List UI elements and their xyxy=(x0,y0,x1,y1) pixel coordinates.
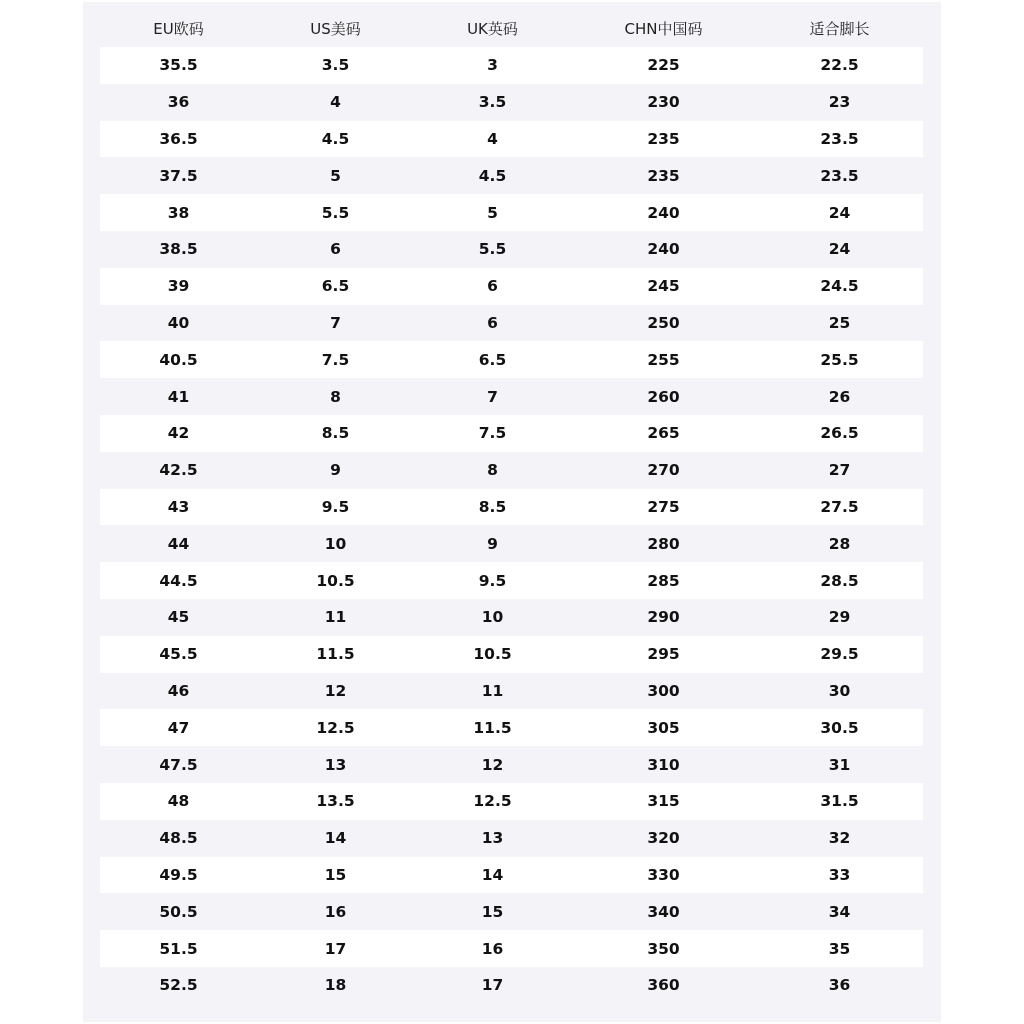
cell-uk: 12 xyxy=(481,755,504,774)
cell-chn: 305 xyxy=(647,718,680,737)
cell-us: 8.5 xyxy=(321,424,350,443)
cell-uk: 10 xyxy=(481,608,504,627)
cell-uk: 8 xyxy=(487,461,498,480)
table-row xyxy=(100,820,923,857)
cell-eu: 38 xyxy=(167,203,190,222)
cell-foot-length: 30 xyxy=(828,681,851,700)
cell-uk: 6 xyxy=(487,313,498,332)
cell-eu: 40 xyxy=(167,313,190,332)
table-row xyxy=(100,268,923,305)
cell-uk: 5.5 xyxy=(478,240,507,259)
cell-uk: 17 xyxy=(481,976,504,995)
cell-uk: 13 xyxy=(481,829,504,848)
cell-us: 5 xyxy=(330,166,341,185)
cell-chn: 235 xyxy=(647,129,680,148)
cell-foot-length: 24.5 xyxy=(820,277,859,296)
cell-eu: 39 xyxy=(167,277,190,296)
cell-foot-length: 34 xyxy=(828,902,851,921)
table-row xyxy=(100,709,923,746)
cell-foot-length: 28.5 xyxy=(820,571,859,590)
table-row xyxy=(100,452,923,489)
cell-eu: 44 xyxy=(167,534,190,553)
cell-foot-length: 29.5 xyxy=(820,645,859,664)
table-row xyxy=(100,562,923,599)
cell-foot-length: 29 xyxy=(828,608,851,627)
table-row xyxy=(100,157,923,194)
cell-eu: 42.5 xyxy=(159,461,198,480)
cell-eu: 43 xyxy=(167,497,190,516)
table-row xyxy=(100,857,923,894)
cell-us: 10.5 xyxy=(316,571,355,590)
cell-chn: 290 xyxy=(647,608,680,627)
cell-chn: 360 xyxy=(647,976,680,995)
cell-foot-length: 32 xyxy=(828,829,851,848)
cell-us: 18 xyxy=(324,976,347,995)
cell-uk: 8.5 xyxy=(478,497,507,516)
cell-chn: 340 xyxy=(647,902,680,921)
cell-chn: 315 xyxy=(647,792,680,811)
cell-uk: 9 xyxy=(487,534,498,553)
cell-us: 4 xyxy=(330,93,341,112)
cell-us: 14 xyxy=(324,829,347,848)
cell-foot-length: 33 xyxy=(828,865,851,884)
table-row xyxy=(100,599,923,636)
cell-chn: 310 xyxy=(647,755,680,774)
cell-uk: 11.5 xyxy=(473,718,512,737)
table-body xyxy=(100,47,923,1004)
cell-us: 7 xyxy=(330,313,341,332)
cell-foot-length: 28 xyxy=(828,534,851,553)
cell-chn: 330 xyxy=(647,865,680,884)
cell-eu: 36.5 xyxy=(159,129,198,148)
table-row xyxy=(100,636,923,673)
table-row xyxy=(100,673,923,710)
cell-eu: 48 xyxy=(167,792,190,811)
cell-chn: 280 xyxy=(647,534,680,553)
cell-uk: 11 xyxy=(481,681,504,700)
cell-uk: 15 xyxy=(481,902,504,921)
cell-foot-length: 23 xyxy=(828,93,851,112)
cell-chn: 300 xyxy=(647,681,680,700)
cell-chn: 260 xyxy=(647,387,680,406)
cell-eu: 48.5 xyxy=(159,829,198,848)
cell-eu: 51.5 xyxy=(159,939,198,958)
cell-us: 15 xyxy=(324,865,347,884)
cell-chn: 270 xyxy=(647,461,680,480)
cell-eu: 44.5 xyxy=(159,571,198,590)
table-row xyxy=(100,930,923,967)
cell-eu: 42 xyxy=(167,424,190,443)
cell-eu: 45 xyxy=(167,608,190,627)
cell-foot-length: 25.5 xyxy=(820,350,859,369)
cell-us: 12.5 xyxy=(316,718,355,737)
cell-eu: 46 xyxy=(167,681,190,700)
cell-us: 9.5 xyxy=(321,497,350,516)
cell-uk: 9.5 xyxy=(478,571,507,590)
cell-us: 16 xyxy=(324,902,347,921)
cell-uk: 5 xyxy=(487,203,498,222)
cell-chn: 285 xyxy=(647,571,680,590)
header-eu: EU欧码 xyxy=(153,20,204,38)
cell-chn: 245 xyxy=(647,277,680,296)
cell-eu: 35.5 xyxy=(159,56,198,75)
cell-uk: 16 xyxy=(481,939,504,958)
cell-us: 3.5 xyxy=(321,56,350,75)
table-row xyxy=(100,194,923,231)
cell-eu: 36 xyxy=(167,93,190,112)
cell-uk: 7 xyxy=(487,387,498,406)
cell-foot-length: 27 xyxy=(828,461,851,480)
cell-foot-length: 23.5 xyxy=(820,129,859,148)
cell-chn: 230 xyxy=(647,93,680,112)
table-row xyxy=(100,783,923,820)
cell-chn: 235 xyxy=(647,166,680,185)
cell-foot-length: 27.5 xyxy=(820,497,859,516)
cell-chn: 265 xyxy=(647,424,680,443)
table-row xyxy=(100,967,923,1004)
cell-us: 13 xyxy=(324,755,347,774)
table-row xyxy=(100,305,923,342)
cell-chn: 250 xyxy=(647,313,680,332)
cell-uk: 14 xyxy=(481,865,504,884)
cell-us: 6.5 xyxy=(321,277,350,296)
table-row xyxy=(100,415,923,452)
cell-chn: 240 xyxy=(647,203,680,222)
header-us: US美码 xyxy=(310,20,361,38)
cell-foot-length: 22.5 xyxy=(820,56,859,75)
cell-uk: 12.5 xyxy=(473,792,512,811)
cell-chn: 275 xyxy=(647,497,680,516)
cell-us: 5.5 xyxy=(321,203,350,222)
cell-uk: 6.5 xyxy=(478,350,507,369)
header-uk: UK英码 xyxy=(467,20,518,38)
cell-us: 7.5 xyxy=(321,350,350,369)
cell-uk: 10.5 xyxy=(473,645,512,664)
cell-uk: 3.5 xyxy=(478,93,507,112)
cell-us: 6 xyxy=(330,240,341,259)
cell-chn: 295 xyxy=(647,645,680,664)
table-row xyxy=(100,121,923,158)
cell-eu: 45.5 xyxy=(159,645,198,664)
cell-uk: 4 xyxy=(487,129,498,148)
cell-eu: 38.5 xyxy=(159,240,198,259)
cell-foot-length: 30.5 xyxy=(820,718,859,737)
cell-eu: 41 xyxy=(167,387,190,406)
cell-chn: 225 xyxy=(647,56,680,75)
table-row xyxy=(100,231,923,268)
table-header-row xyxy=(100,10,923,47)
cell-eu: 37.5 xyxy=(159,166,198,185)
table-row xyxy=(100,84,923,121)
cell-eu: 49.5 xyxy=(159,865,198,884)
cell-uk: 7.5 xyxy=(478,424,507,443)
cell-foot-length: 31 xyxy=(828,755,851,774)
cell-foot-length: 35 xyxy=(828,939,851,958)
cell-foot-length: 23.5 xyxy=(820,166,859,185)
table-row xyxy=(100,378,923,415)
cell-us: 13.5 xyxy=(316,792,355,811)
cell-foot-length: 24 xyxy=(828,203,851,222)
table-row xyxy=(100,525,923,562)
table-row xyxy=(100,341,923,378)
cell-us: 11.5 xyxy=(316,645,355,664)
cell-foot-length: 24 xyxy=(828,240,851,259)
header-foot-length: 适合脚长 xyxy=(809,20,870,38)
cell-chn: 255 xyxy=(647,350,680,369)
cell-eu: 50.5 xyxy=(159,902,198,921)
table-row xyxy=(100,47,923,84)
cell-chn: 350 xyxy=(647,939,680,958)
cell-us: 12 xyxy=(324,681,347,700)
cell-us: 17 xyxy=(324,939,347,958)
cell-uk: 4.5 xyxy=(478,166,507,185)
cell-foot-length: 26.5 xyxy=(820,424,859,443)
cell-us: 9 xyxy=(330,461,341,480)
cell-us: 4.5 xyxy=(321,129,350,148)
cell-uk: 6 xyxy=(487,277,498,296)
size-chart-table xyxy=(100,10,923,1004)
cell-foot-length: 36 xyxy=(828,976,851,995)
cell-foot-length: 31.5 xyxy=(820,792,859,811)
cell-foot-length: 25 xyxy=(828,313,851,332)
cell-eu: 47 xyxy=(167,718,190,737)
cell-us: 8 xyxy=(330,387,341,406)
cell-uk: 3 xyxy=(487,56,498,75)
cell-eu: 47.5 xyxy=(159,755,198,774)
table-row xyxy=(100,489,923,526)
cell-eu: 40.5 xyxy=(159,350,198,369)
cell-us: 10 xyxy=(324,534,347,553)
cell-foot-length: 26 xyxy=(828,387,851,406)
table-row xyxy=(100,746,923,783)
cell-chn: 240 xyxy=(647,240,680,259)
cell-us: 11 xyxy=(324,608,347,627)
cell-chn: 320 xyxy=(647,829,680,848)
cell-eu: 52.5 xyxy=(159,976,198,995)
header-chn: CHN中国码 xyxy=(624,20,703,38)
table-row xyxy=(100,893,923,930)
